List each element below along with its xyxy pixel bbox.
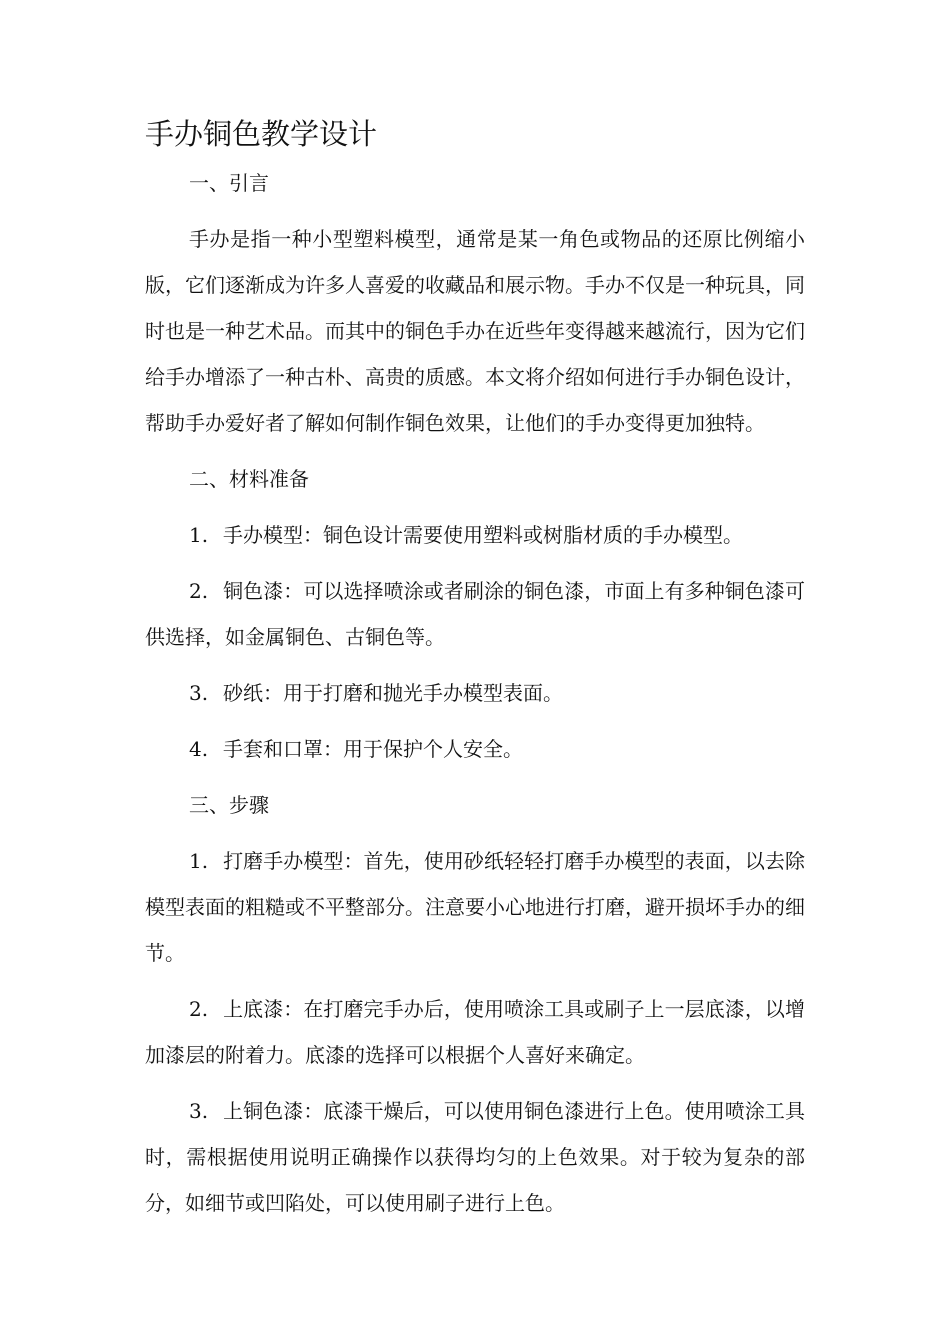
document-title: 手办铜色教学设计 xyxy=(145,117,378,151)
list-number: 1. xyxy=(189,523,209,547)
materials-item xyxy=(145,670,805,716)
section-heading-intro: 一、引言 xyxy=(189,171,269,195)
document-body xyxy=(145,160,805,1236)
list-number: 2. xyxy=(189,579,209,603)
intro-paragraph: 手办是指一种小型塑料模型，通常是某一角色或物品的还原比例缩小版，它们逐渐成为许多人喜爱的收藏品和展示物。手办不仅是一种玩具，同时也是一种艺术品。而其中的铜色手办在近些年变得越来越流行，因为它们给手办增添了一种古朴、高贵的质感。本文将介绍如何进行手办铜色设计，帮助手办爱好者了解如何制作铜色效果，让他们的手办变得更加独特。 xyxy=(145,227,805,435)
list-number: 1. xyxy=(189,849,209,873)
list-item-text: 打磨手办模型：首先，使用砂纸轻轻打磨手办模型的表面，以去除模型表面的粗糙或不平整部分。注意要小心地进行打磨，避开损坏手办的细节。 xyxy=(145,849,805,965)
list-number: 2. xyxy=(189,997,209,1021)
section-heading-materials: 二、材料准备 xyxy=(189,467,309,491)
list-item-text: 手办模型：铜色设计需要使用塑料或树脂材质的手办模型。 xyxy=(223,523,743,547)
steps-item xyxy=(145,986,805,1078)
materials-item xyxy=(145,568,805,660)
list-item-text: 上底漆：在打磨完手办后，使用喷涂工具或刷子上一层底漆，以增加漆层的附着力。底漆的选择可以根据个人喜好来确定。 xyxy=(145,997,805,1067)
materials-item xyxy=(145,726,805,772)
list-item-text: 上铜色漆：底漆干燥后，可以使用铜色漆进行上色。使用喷涂工具时，需根据使用说明正确操作以获得均匀的上色效果。对于较为复杂的部分，如细节或凹陷处，可以使用刷子进行上色。 xyxy=(145,1099,805,1215)
list-number: 3. xyxy=(189,681,209,705)
list-item-text: 手套和口罩：用于保护个人安全。 xyxy=(223,737,523,761)
materials-item xyxy=(145,512,805,558)
list-item-text: 铜色漆：可以选择喷涂或者刷涂的铜色漆，市面上有多种铜色漆可供选择，如金属铜色、古铜色等。 xyxy=(145,579,805,649)
list-item-text: 砂纸：用于打磨和抛光手办模型表面。 xyxy=(223,681,563,705)
list-number: 4. xyxy=(189,737,209,761)
steps-item xyxy=(145,838,805,976)
section-heading-steps: 三、步骤 xyxy=(189,793,269,817)
list-number: 3. xyxy=(189,1099,209,1123)
steps-item xyxy=(145,1088,805,1226)
